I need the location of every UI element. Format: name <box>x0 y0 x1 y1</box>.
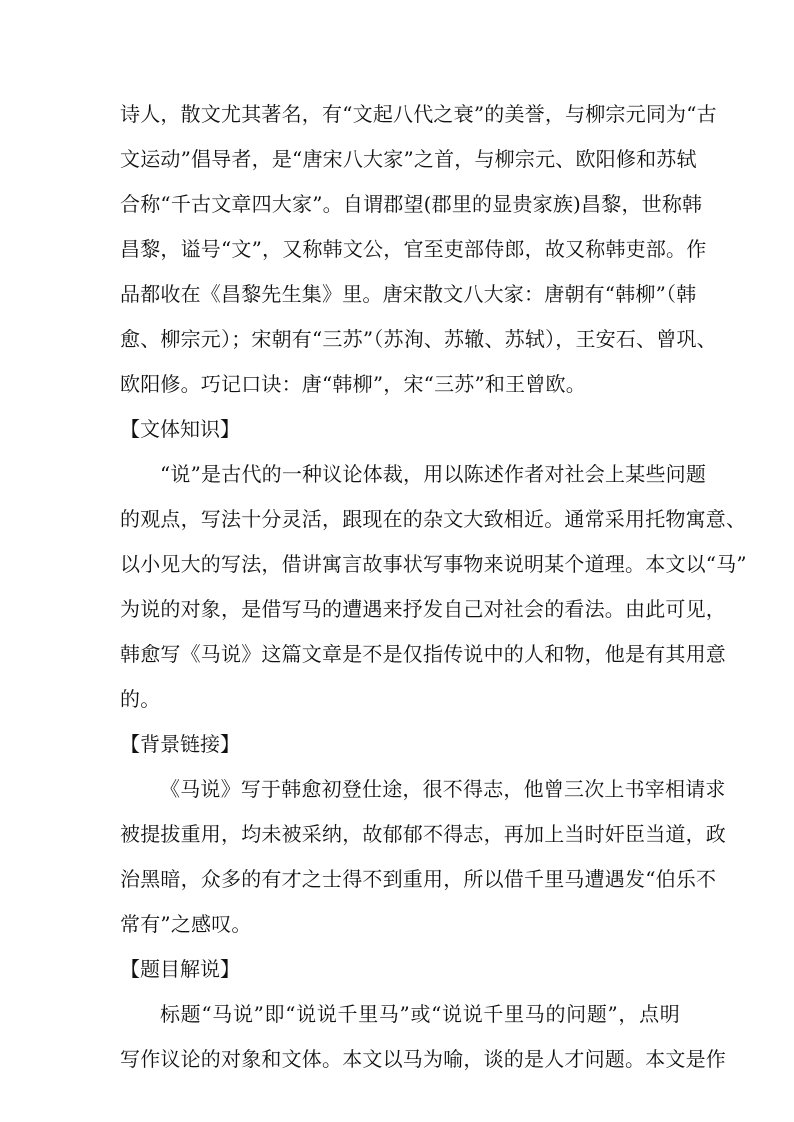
paragraph-line: 合称“千古文章四大家”。自谓郡望(郡里的显贵家族)昌黎，世称韩 <box>120 192 703 216</box>
paragraph-line: 欧阳修。巧记口诀：唐“韩柳”，宋“三苏”和王曾欧。 <box>120 372 586 396</box>
paragraph-line: 《马说》写于韩愈初登仕途，很不得志，他曾三次上书宰相请求 <box>160 777 726 801</box>
paragraph-line: “说”是古代的一种议论体裁，用以陈述作者对社会上某些问题 <box>160 462 707 486</box>
title-explain-paragraph <box>120 992 726 1082</box>
paragraph-line: 昌黎，谥号“文”，又称韩文公，官至吏部侍郎，故又称韩吏部。作 <box>120 237 707 261</box>
paragraph-line: 被提拔重用，均未被采纳，故郁郁不得志，再加上当时奸臣当道，政 <box>120 822 726 846</box>
paragraph-line: 愈、柳宗元）；宋朝有“三苏”（苏洵、苏辙、苏轼），王安石、曾巩、 <box>120 327 717 351</box>
paragraph-line: 韩愈写《马说》这篇文章是不是仅指传说中的人和物，他是有其用意 <box>120 642 726 666</box>
document-body <box>120 92 747 1082</box>
paragraph-line: 为说的对象，是借写马的遭遇来抒发自己对社会的看法。由此可见， <box>120 597 726 621</box>
paragraph-line: 文运动”倡导者，是“唐宋八大家”之首，与柳宗元、欧阳修和苏轼 <box>120 147 697 171</box>
paragraph-line: 的。 <box>120 687 161 711</box>
author-intro-paragraph <box>120 92 717 407</box>
paragraph-line: 写作议论的对象和文体。本文以马为喻，谈的是人才问题。本文是作 <box>120 1047 726 1071</box>
paragraph-line: 常有”之感叹。 <box>120 912 252 936</box>
paragraph-line: 品都收在《昌黎先生集》里。唐宋散文八大家：唐朝有“韩柳”（韩 <box>120 282 697 306</box>
paragraph-line: 诗人，散文尤其著名，有“文起八代之衰”的美誉，与柳宗元同为“古 <box>120 102 717 126</box>
paragraph-line: 以小见大的写法，借讲寓言故事状写事物来说明某个道理。本文以“马” <box>120 552 747 576</box>
paragraph-line: 治黑暗，众多的有才之士得不到重用，所以借千里马遭遇发“伯乐不 <box>120 867 717 891</box>
paragraph-line: 的观点，写法十分灵活，跟现在的杂文大致相近。通常采用托物寓意、 <box>120 507 747 531</box>
genre-paragraph <box>120 452 747 722</box>
section-heading-background: 【背景链接】 <box>120 732 240 756</box>
background-paragraph <box>120 767 726 947</box>
paragraph-line: 标题“马说”即“说说千里马”或“说说千里马的问题”，点明 <box>160 1002 680 1026</box>
section-heading-genre: 【文体知识】 <box>120 417 240 441</box>
section-heading-title-explain: 【题目解说】 <box>120 957 240 981</box>
